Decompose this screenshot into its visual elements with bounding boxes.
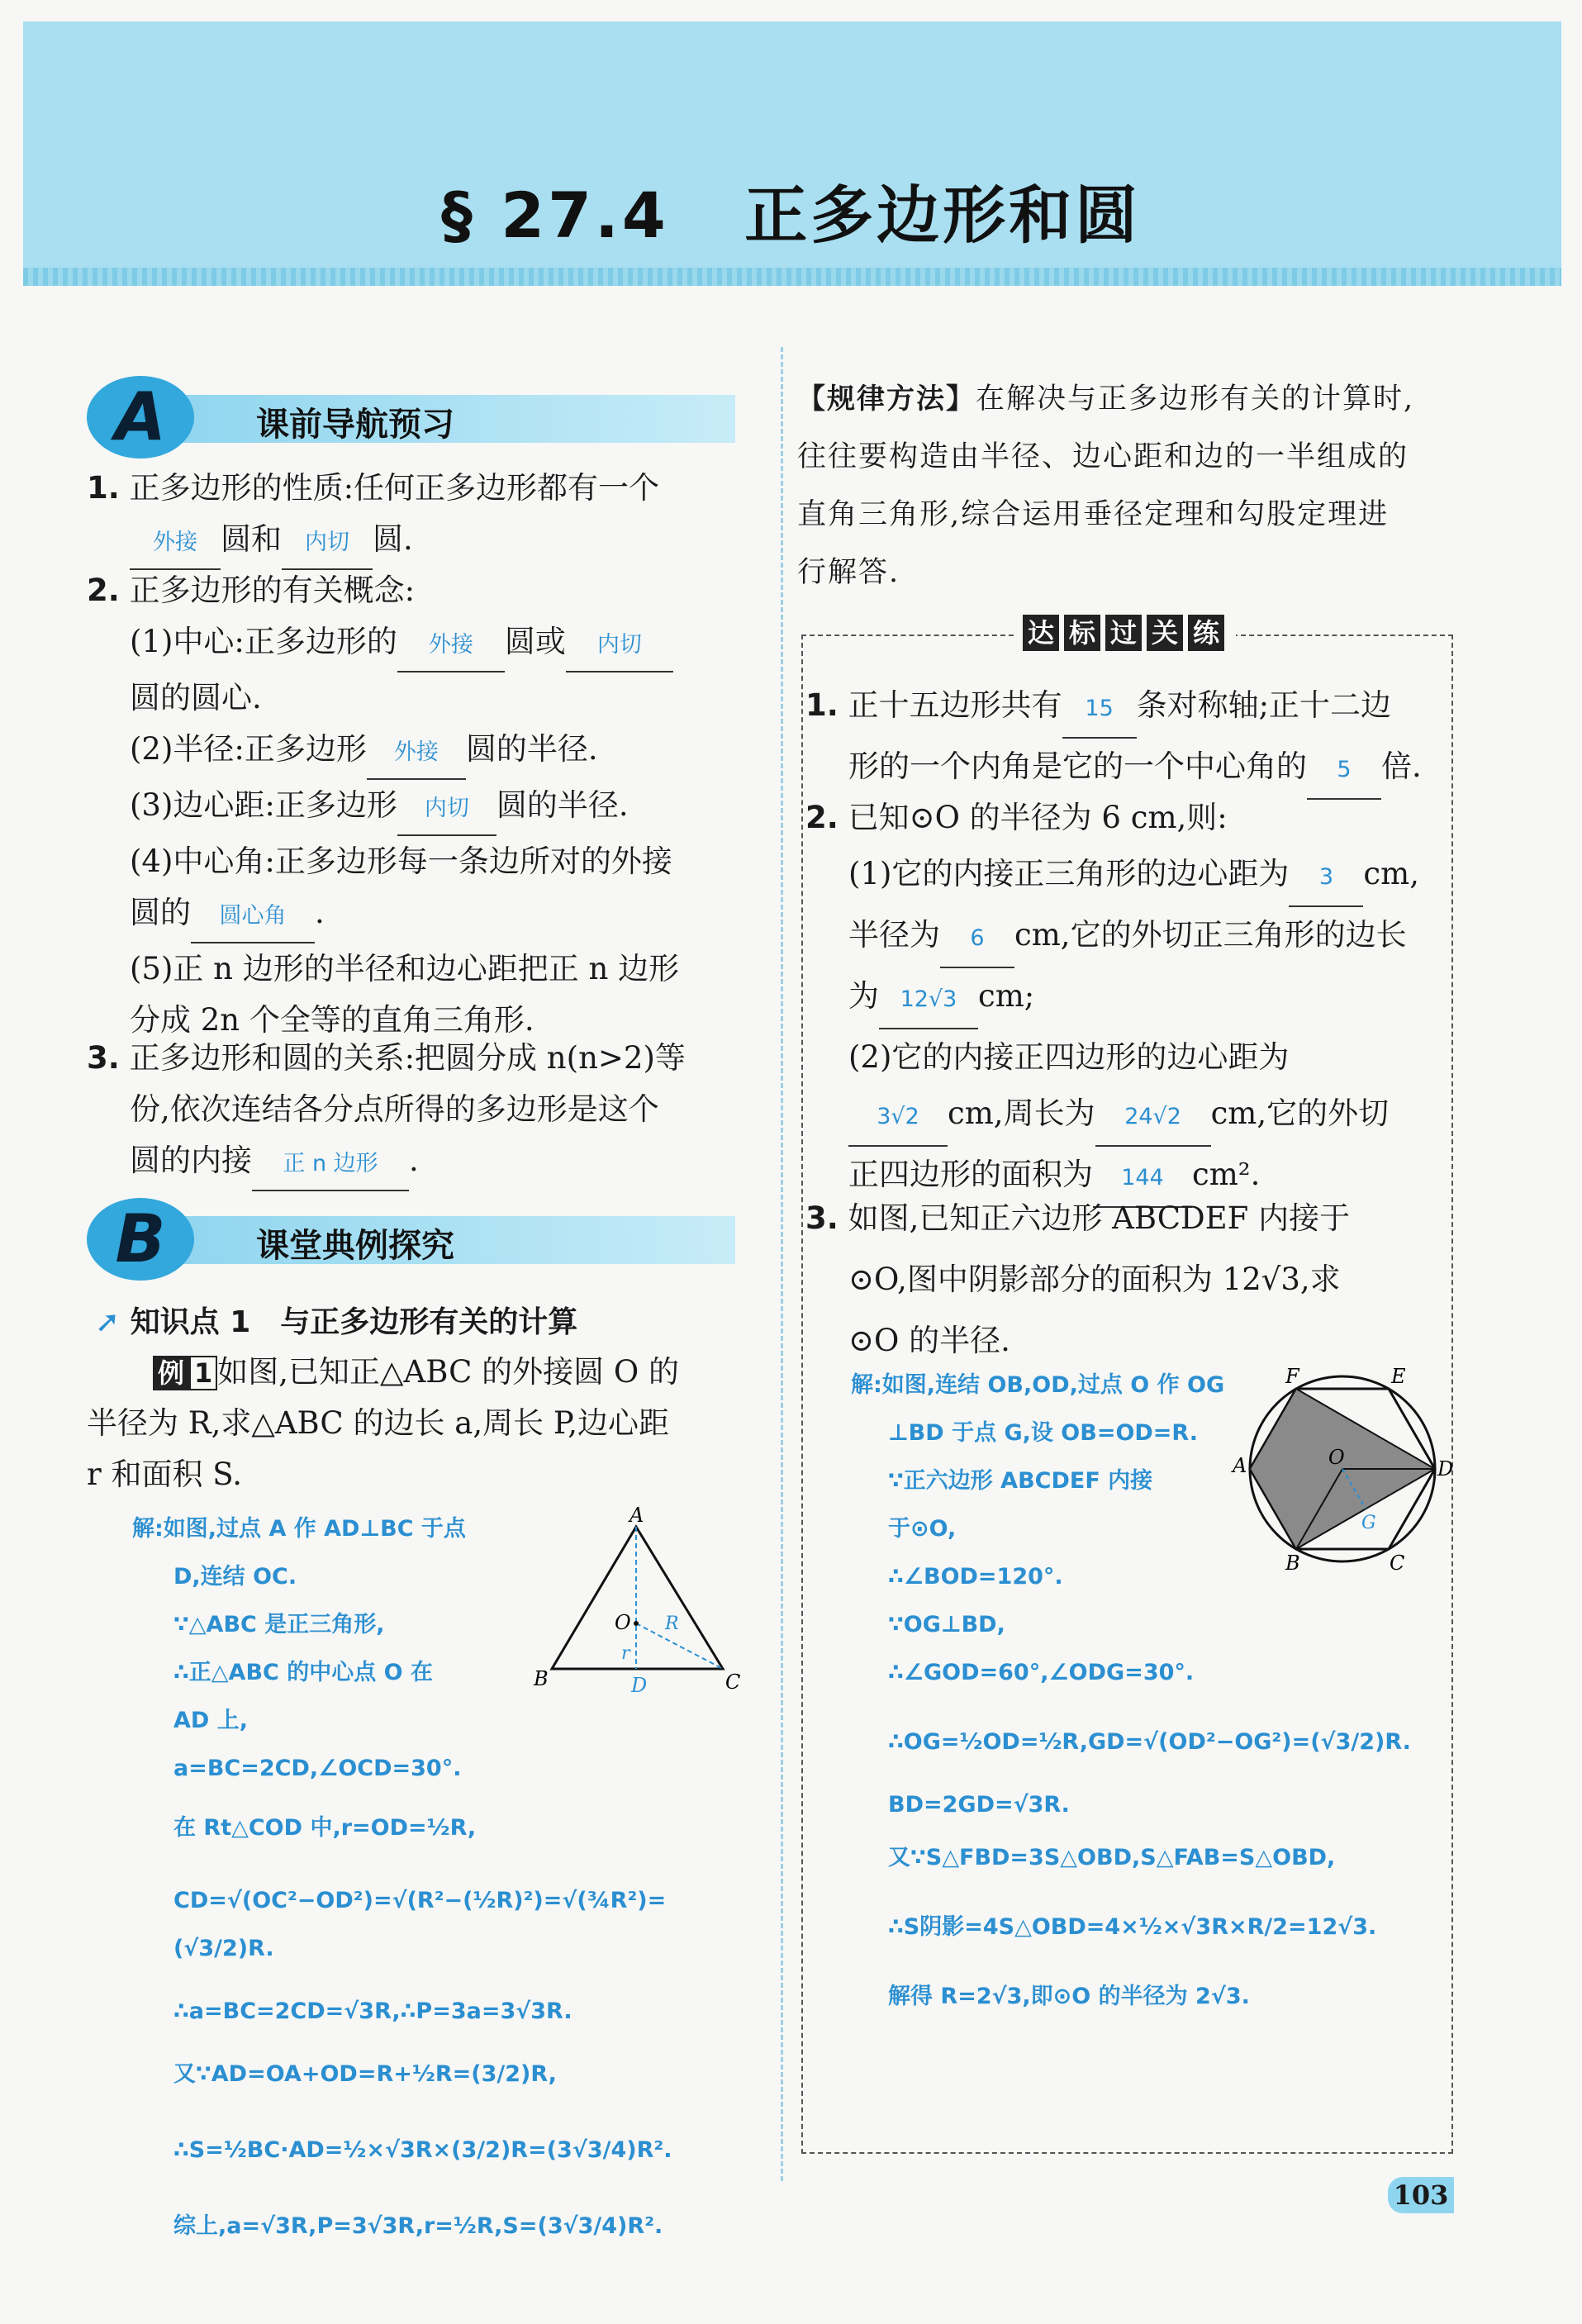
knowledge-point — [95, 1299, 577, 1341]
center-point — [634, 1621, 639, 1626]
header-stripe — [23, 268, 1561, 286]
answer-blank: 24√2 — [1095, 1089, 1211, 1147]
triangle-figure — [529, 1504, 743, 1702]
question-a3 — [87, 1033, 748, 1191]
solution-line: 于⊙O, — [888, 1516, 957, 1542]
q-text: 如图,已知正六边形 ABCDEF 内接于 — [848, 1200, 1351, 1236]
label-o: O — [1328, 1446, 1345, 1469]
practice-char: 达 — [1023, 615, 1059, 651]
answer-blank: 外接 — [397, 620, 505, 672]
section-a-title: 课前导航预习 — [256, 406, 454, 444]
q-text: 正多边形的有关概念: — [129, 573, 416, 608]
q-text: 条对称轴;正十二边 — [1136, 687, 1392, 723]
q-text: 份,依次连结各分点所得的多边形是这个 — [130, 1091, 659, 1127]
q-text: 倍. — [1381, 749, 1422, 784]
q-text: 正多边形的性质:任何正多边形都有一个 — [129, 470, 660, 506]
practice-q2 — [805, 790, 1450, 1208]
q-text: cm; — [978, 978, 1035, 1014]
q-text: (3)边心距:正多边形 — [130, 787, 397, 823]
practice-char: 练 — [1188, 615, 1224, 651]
solution-line: 综上,a=√3R,P=3√3R,r=½R,S=(3√3/4)R². — [173, 2213, 663, 2239]
chapter-title: 正多边形和圆 — [744, 178, 1142, 252]
page-number: 103 — [1388, 2177, 1454, 2213]
q-number: 1. — [805, 687, 839, 723]
label-g: G — [1361, 1513, 1376, 1533]
solution-line: 解得 R=2√3,即⊙O 的半径为 2√3. — [888, 1984, 1250, 2009]
practice-char: 过 — [1105, 615, 1142, 651]
solution-line: CD=√(OC²−OD²)=√(R²−(½R)²)=√(¾R²)=(√3/2)R. — [173, 1888, 667, 1961]
example-number: 1 — [189, 1356, 217, 1390]
answer-blank: 5 — [1307, 742, 1381, 800]
label-a: A — [629, 1504, 644, 1527]
answer-blank: 内切 — [397, 783, 496, 836]
solution-line: 解:如图,过点 A 作 AD⊥BC 于点 — [132, 1516, 466, 1542]
q-text: 正十五边形共有 — [848, 687, 1062, 723]
answer-blank: 外接 — [367, 727, 466, 780]
q-text: cm,它的外切 — [1210, 1095, 1390, 1131]
q-text: (4)中心角:正多边形每一条边所对的外接 — [130, 844, 672, 879]
solution-line: ⊥BD 于点 G,设 OB=OD=R. — [888, 1420, 1198, 1446]
answer-blank: 3√2 — [848, 1089, 948, 1147]
solution-line: ∴S阴影=4S△OBD=4×½×√3R×R/2=12√3. — [888, 1914, 1377, 1940]
answer-blank: 内切 — [282, 517, 373, 570]
solution-line: ∴正△ABC 的中心点 O 在 — [173, 1660, 433, 1685]
answer-blank: 正 n 边形 — [252, 1138, 409, 1191]
label-o: O — [615, 1611, 631, 1634]
method-text: 在解决与正多边形有关的计算时, — [976, 383, 1415, 416]
q-text: 圆的 — [130, 895, 191, 930]
label-d: D — [1437, 1457, 1454, 1480]
q-text: (1)中心:正多边形的 — [130, 624, 397, 659]
answer-blank: 内切 — [566, 620, 673, 672]
section-b-title: 课堂典例探究 — [256, 1227, 454, 1265]
question-a1 — [87, 463, 748, 570]
q-text: (2)半径:正多边形 — [130, 731, 367, 767]
solution-line: 解:如图,连结 OB,OD,过点 O 作 OG — [851, 1372, 1225, 1398]
label-b: B — [534, 1667, 549, 1690]
solution-line: ∴∠BOD=120°. — [888, 1564, 1063, 1590]
q-number: 2. — [87, 573, 120, 608]
answer-blank: 15 — [1062, 681, 1137, 739]
q-text: 正多边形和圆的关系:把圆分成 n(n>2)等 — [129, 1040, 686, 1076]
q-text: r 和面积 S. — [87, 1457, 242, 1492]
q-text: 如图,已知正△ABC 的外接圆 O 的 — [217, 1354, 680, 1390]
q-text: ⊙O,图中阴影部分的面积为 12√3,求 — [848, 1262, 1341, 1297]
q-number: 3. — [805, 1200, 839, 1236]
method-text: 行解答. — [797, 556, 900, 589]
q-text: . — [315, 895, 325, 930]
label-c: C — [1390, 1552, 1405, 1575]
q-text: (5)正 n 边形的半径和边心距把正 n 边形 — [130, 951, 680, 986]
q-text: . — [409, 1143, 419, 1178]
q-text: 已知⊙O 的半径为 6 cm,则: — [848, 800, 1228, 835]
label-r-small: r — [621, 1643, 630, 1664]
q-text: 正四边形的面积为 — [848, 1157, 1093, 1192]
label-d: D — [631, 1674, 648, 1697]
q-text: 圆的圆心. — [130, 680, 262, 715]
solution-line: ∴a=BC=2CD=√3R,∴P=3a=3√3R. — [173, 1998, 572, 2024]
method-text: 往往要构造由半径、边心距和边的一半组成的 — [797, 440, 1409, 473]
answer-blank: 3 — [1289, 849, 1363, 907]
solution-line: ∴∠GOD=60°,∠ODG=30°. — [888, 1660, 1195, 1685]
section-b-badge: B — [87, 1198, 194, 1281]
answer-blank: 圆心角 — [191, 891, 315, 943]
label-r-big: R — [665, 1613, 679, 1634]
method-tag: 【规律方法】 — [797, 383, 976, 416]
q-text: 圆的半径. — [465, 731, 598, 767]
label-e: E — [1391, 1365, 1406, 1388]
solution-line: ∴S=½BC·AD=½×√3R×(3/2)R=(3√3/4)R². — [173, 2137, 672, 2163]
practice-char: 关 — [1147, 615, 1183, 651]
solution-line: 又∵S△FBD=3S△OBD,S△FAB=S△OBD, — [888, 1845, 1336, 1870]
hexagon-figure — [1231, 1363, 1454, 1578]
practice-title — [1016, 615, 1236, 651]
solution-line: D,连结 OC. — [173, 1564, 297, 1590]
solution-line: BD=2GD=√3R. — [888, 1792, 1070, 1818]
page-title — [0, 165, 1582, 255]
label-f: F — [1285, 1365, 1299, 1388]
q-text: 圆的内接 — [130, 1143, 252, 1178]
knowledge-title: 知识点 1 与正多边形有关的计算 — [130, 1305, 578, 1339]
q-text: 半径为 R,求△ABC 的边长 a,周长 P,边心距 — [87, 1405, 670, 1441]
q-text: cm,周长为 — [948, 1095, 1095, 1131]
label-b: B — [1285, 1552, 1300, 1575]
q-text: ⊙O 的半径. — [848, 1323, 1010, 1358]
solution-line: ∵△ABC 是正三角形, — [173, 1612, 385, 1637]
q-text: 半径为 — [848, 917, 940, 953]
answer-blank: 144 — [1093, 1150, 1192, 1208]
solution-line: a=BC=2CD,∠OCD=30°. — [173, 1756, 462, 1781]
arrow-icon: ➚ — [95, 1305, 121, 1339]
q-text: cm,它的外切正三角形的边长 — [1014, 917, 1407, 953]
answer-blank: 外接 — [130, 517, 221, 570]
column-divider — [781, 347, 783, 2181]
q-number: 3. — [87, 1040, 120, 1076]
q-text: (1)它的内接正三角形的边心距为 — [848, 856, 1290, 891]
solution-line: ∵OG⊥BD, — [888, 1612, 1005, 1637]
q-text: cm². — [1192, 1157, 1261, 1192]
example-1 — [87, 1347, 748, 1500]
q-text: 为 — [848, 978, 879, 1014]
q-text: 圆的半径. — [496, 787, 629, 823]
q-text: 形的一个内角是它的一个中心角的 — [848, 749, 1307, 784]
method-text: 直角三角形,综合运用垂径定理和勾股定理进 — [797, 498, 1390, 531]
practice-q1 — [805, 677, 1450, 800]
label-c: C — [725, 1671, 741, 1694]
solution-line: 又∵AD=OA+OD=R+½R=(3/2)R, — [173, 2061, 557, 2087]
section-a-badge: A — [87, 376, 194, 459]
solution-line: AD 上, — [173, 1708, 248, 1733]
label-a: A — [1233, 1454, 1247, 1477]
q-number: 1. — [87, 470, 120, 506]
question-a2 — [87, 565, 748, 1046]
solution-line: ∴OG=½OD=½R,GD=√(OD²−OG²)=(√3/2)R. — [888, 1729, 1411, 1755]
answer-blank: 6 — [940, 910, 1014, 968]
q-number: 2. — [805, 800, 839, 835]
q-text: 分成 2n 个全等的直角三角形. — [130, 1002, 534, 1038]
q-text: 圆. — [373, 521, 413, 557]
q-text: cm, — [1363, 856, 1419, 891]
practice-char: 标 — [1064, 615, 1100, 651]
section-number: § 27.4 — [440, 178, 669, 252]
answer-blank: 12√3 — [879, 972, 978, 1029]
method-note — [797, 370, 1458, 601]
q-text: 圆和 — [221, 521, 282, 557]
solution-line: 在 Rt△COD 中,r=OD=½R, — [173, 1815, 477, 1841]
triangle-abc — [552, 1527, 723, 1669]
practice-q3 — [805, 1188, 1450, 1371]
q-text: (2)它的内接正四边形的边心距为 — [848, 1039, 1290, 1075]
example-tag: 例 — [153, 1356, 189, 1390]
solution-line: ∵正六边形 ABCDEF 内接 — [888, 1468, 1153, 1494]
q-text: 圆或 — [504, 624, 566, 659]
